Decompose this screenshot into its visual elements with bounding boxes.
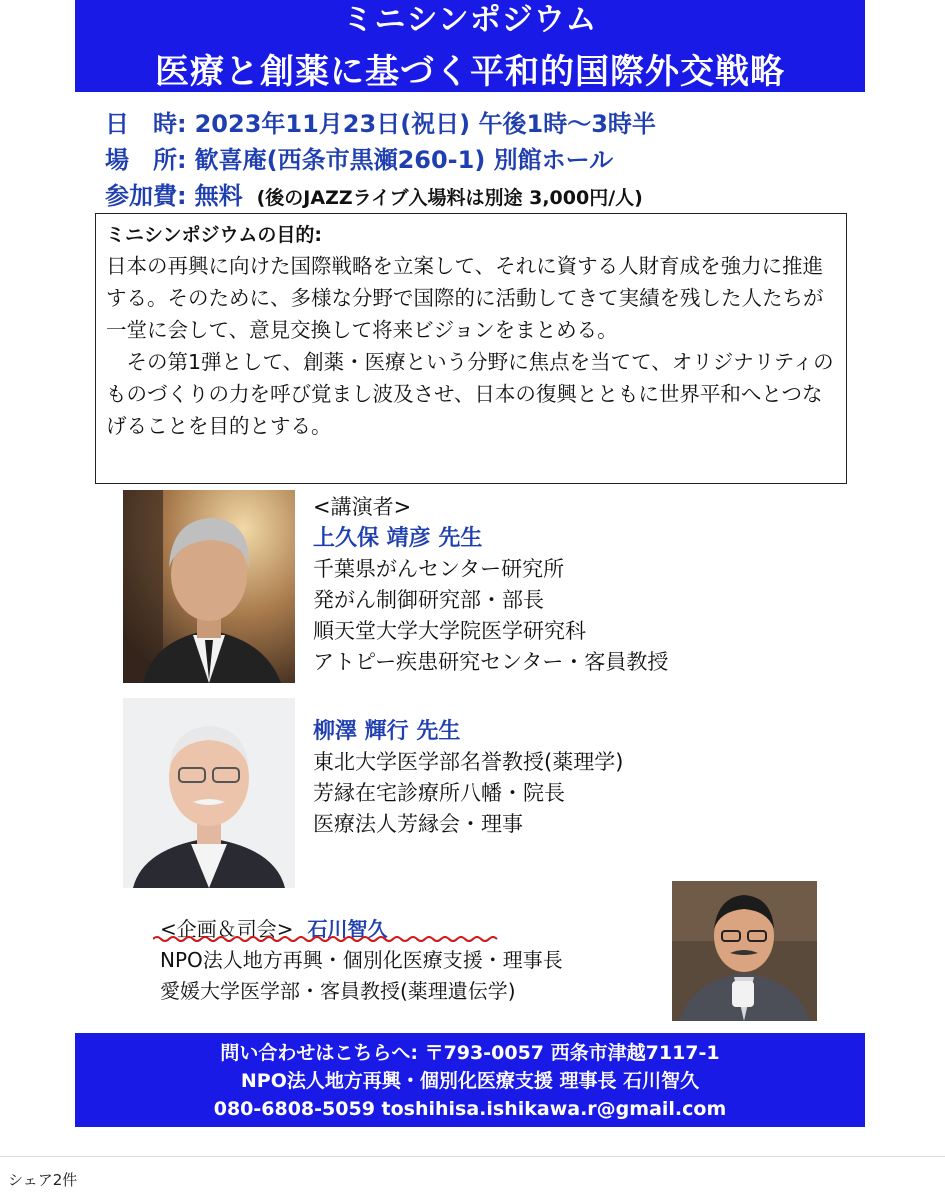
contact-line1: 問い合わせはこちらへ: 〒793-0057 西条市津越7117-1 xyxy=(220,1042,720,1064)
speaker1-affiliation: 千葉県がんセンター研究所 xyxy=(313,557,565,581)
speaker1-affiliation: 順天堂大学大学院医学研究科 xyxy=(313,619,586,643)
purpose-paragraph-1: 日本の再興に向けた国際戦略を立案して、それに資する人財育成を強力に推進する。そのために、多様な分野で国際的に活動してきて実績を残した人たちが一堂に会して、意見交換して将来ビジョンをまとめる。 xyxy=(106,254,824,342)
organizer-tag: <企画＆司会> xyxy=(160,917,294,941)
fee-note: (後のJAZZライブ入場料は別途 3,000円/人) xyxy=(256,187,643,209)
fee-row xyxy=(105,176,643,211)
flyer-title-line1: ミニシンポジウム xyxy=(342,2,598,38)
flyer-title-line2: 医療と創薬に基づく平和的国際外交戦略 xyxy=(155,52,785,92)
date-value: 2023年11月23日(祝日) 午後1時～3時半 xyxy=(194,110,656,138)
speaker2-affiliation: 芳縁在宅診療所八幡・院長 xyxy=(313,781,565,805)
speaker1-name: 上久保 靖彦 先生 xyxy=(313,526,483,551)
organizer-affiliation: 愛媛大学医学部・客員教授(薬理遺伝学) xyxy=(160,979,516,1003)
speakers-heading: <講演者> xyxy=(313,495,412,519)
date-row xyxy=(105,104,656,139)
organizer-affiliation: NPO法人地方再興・個別化医療支援・理事長 xyxy=(160,948,563,972)
speaker1-affiliation: 発がん制御研究部・部長 xyxy=(313,588,544,612)
share-count-link[interactable]: シェア2件 xyxy=(8,1171,78,1189)
speaker2-affiliation: 医療法人芳縁会・理事 xyxy=(313,812,523,836)
speaker2-block xyxy=(313,716,623,840)
speaker2-name: 柳澤 輝行 先生 xyxy=(313,719,461,744)
divider xyxy=(0,1156,945,1157)
purpose-paragraph-2: その第1弾として、創薬・医療という分野に焦点を当てて、オリジナリティのものづくりの力を呼び覚まし波及させ、日本の復興とともに世界平和へとつなげることを目的とする。 xyxy=(106,350,834,438)
fee-value: 無料 xyxy=(194,182,243,210)
place-row xyxy=(105,140,613,175)
fee-label: 参加費: xyxy=(105,182,187,210)
organizer-photo xyxy=(672,881,817,1021)
organizer-name: 石川智久 xyxy=(307,917,388,941)
event-flyer[interactable] xyxy=(75,0,865,1127)
purpose-title: ミニシンポジウムの目的: xyxy=(106,224,322,246)
contact-line2: NPO法人地方再興・個別化医療支援 理事長 石川智久 xyxy=(240,1070,700,1092)
date-label: 日 時: xyxy=(105,110,187,138)
speaker1-block xyxy=(313,492,668,678)
speaker1-photo xyxy=(123,490,295,683)
organizer-block xyxy=(160,914,563,1007)
contact-banner xyxy=(75,1033,865,1127)
place-value: 歓喜庵(西条市黒瀬260-1) 別館ホール xyxy=(194,146,614,174)
speaker2-photo xyxy=(123,698,295,888)
red-wavy-underline xyxy=(153,934,499,944)
title-banner xyxy=(75,0,865,92)
contact-line3: 080-6808-5059 toshihisa.ishikawa.r@gmail.com xyxy=(213,1098,727,1120)
purpose-box xyxy=(95,213,847,484)
place-label: 場 所: xyxy=(105,146,187,174)
speaker2-affiliation: 東北大学医学部名誉教授(薬理学) xyxy=(313,750,624,774)
speaker1-affiliation: アトピー疾患研究センター・客員教授 xyxy=(313,650,669,674)
